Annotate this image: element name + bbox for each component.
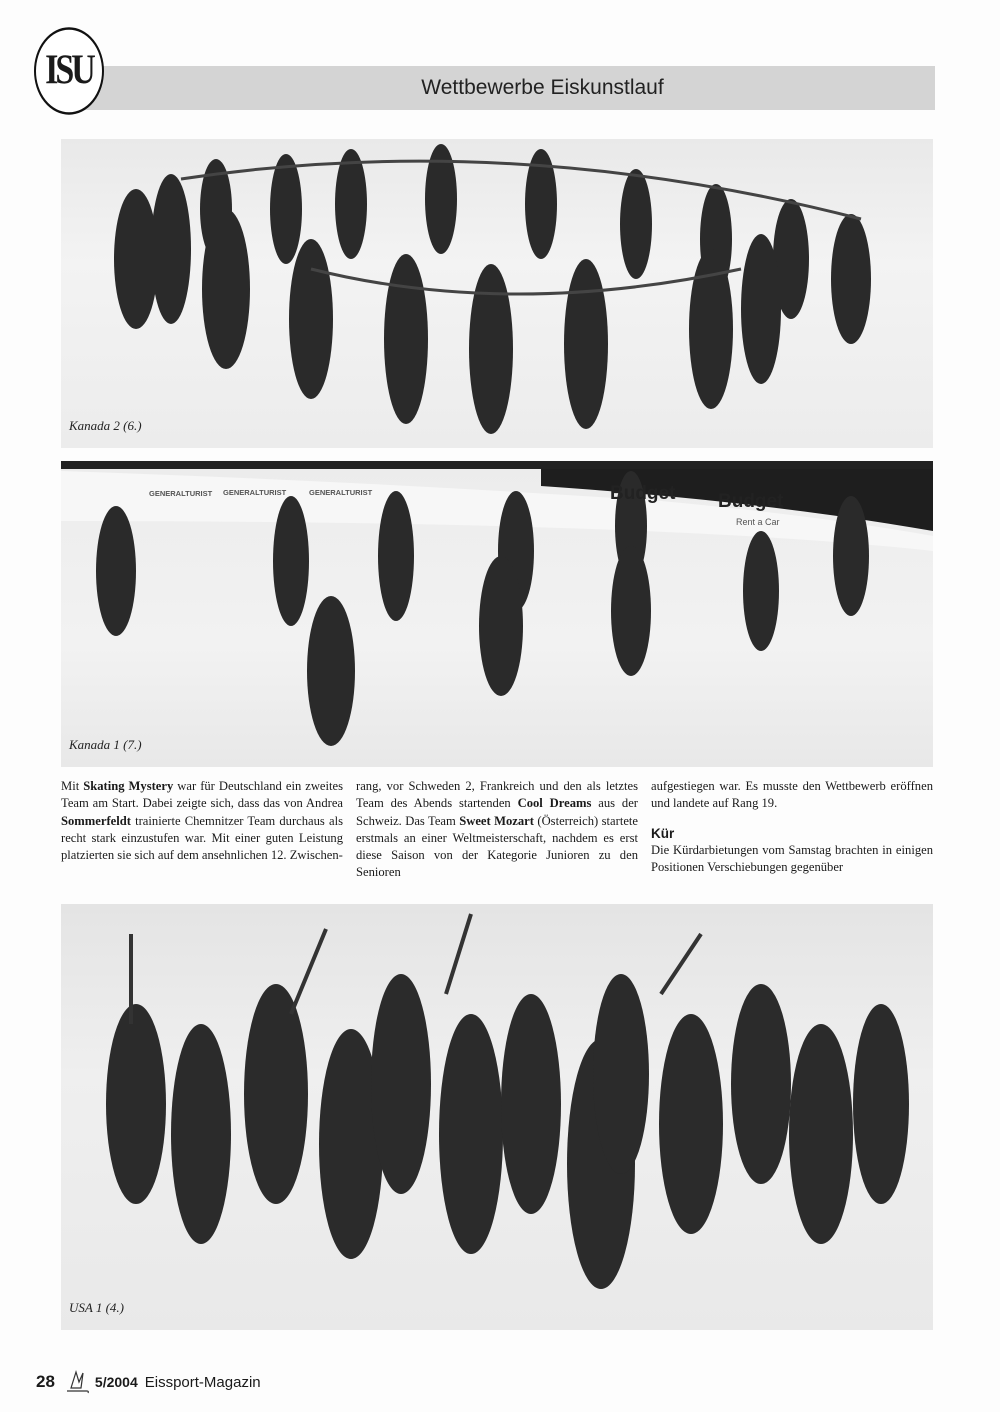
isu-logo: ISU (34, 27, 104, 115)
skaters-group-image (61, 904, 933, 1330)
subheading: Kür (651, 825, 675, 841)
text: trainierte Chemnitzer Team durchaus als recht stark einzustufen war. Mit einer guten Leistung platzierten sie sich auf dem ansehnlichen 12. Zwischen- (61, 813, 343, 863)
skaters-lifts-image (61, 461, 933, 767)
section-title: Wettbewerbe Eiskunstlauf (421, 76, 664, 99)
photo-caption: Kanada 1 (7.) (69, 737, 142, 752)
photo-kanada-1 (61, 461, 933, 767)
photo-caption: Kanada 2 (6.) (69, 418, 142, 433)
photo-usa-1 (61, 904, 933, 1330)
article-column-2 (356, 778, 638, 882)
team-name: Sweet Mozart (459, 813, 534, 828)
ad-budget: Budget (610, 483, 676, 504)
ad-budget: Budget (718, 491, 784, 512)
coach-name: Sommerfeldt (61, 813, 131, 828)
article-column-3 (651, 778, 933, 882)
page-number: 28 (36, 1372, 55, 1391)
ad-generalturist: GENERALTURIST (309, 488, 373, 497)
ad-generalturist: GENERALTURIST (149, 489, 213, 498)
text: aus der Schweiz. Das Team (356, 796, 638, 828)
article-column-1 (61, 778, 343, 882)
photo-kanada-2 (61, 139, 933, 448)
team-name: Cool Dreams (517, 796, 592, 811)
text: aufgestiegen war. Es musste den Wettbewerb eröffnen und landete auf Rang 19. (651, 779, 933, 811)
article-body (61, 778, 933, 882)
ad-generalturist: GENERALTURIST (223, 488, 287, 497)
text: Mit (61, 779, 84, 793)
photo-caption: USA 1 (4.) (69, 1300, 125, 1315)
team-name: Skating Mystery (83, 779, 174, 793)
text: (Österreich) startete erstmals an einer Weltmeisterschaft, nachdem es erst diese Saison von der Kategorie Junioren zu den Senioren (356, 813, 638, 880)
skate-logo-icon (63, 1368, 91, 1396)
section-header-bar (80, 66, 935, 110)
skaters-circle-image (61, 139, 933, 448)
magazine-name: Eissport-Magazin (144, 1373, 261, 1391)
text: rang, vor Schweden 2, Frankreich und den als letztes Team des Abends startenden (356, 779, 638, 811)
text: war für Deutschland ein zweites Team am Start. Dabei zeigte sich, dass das von Andrea (61, 779, 344, 811)
text: Die Kürdarbietungen vom Samstag brachten in einigen Positionen Verschiebungen gegenüber (651, 842, 933, 875)
ad-rent-a-car: Rent a Car (736, 517, 780, 527)
page-footer (36, 1368, 261, 1396)
issue-number: 5/2004 (94, 1374, 138, 1390)
